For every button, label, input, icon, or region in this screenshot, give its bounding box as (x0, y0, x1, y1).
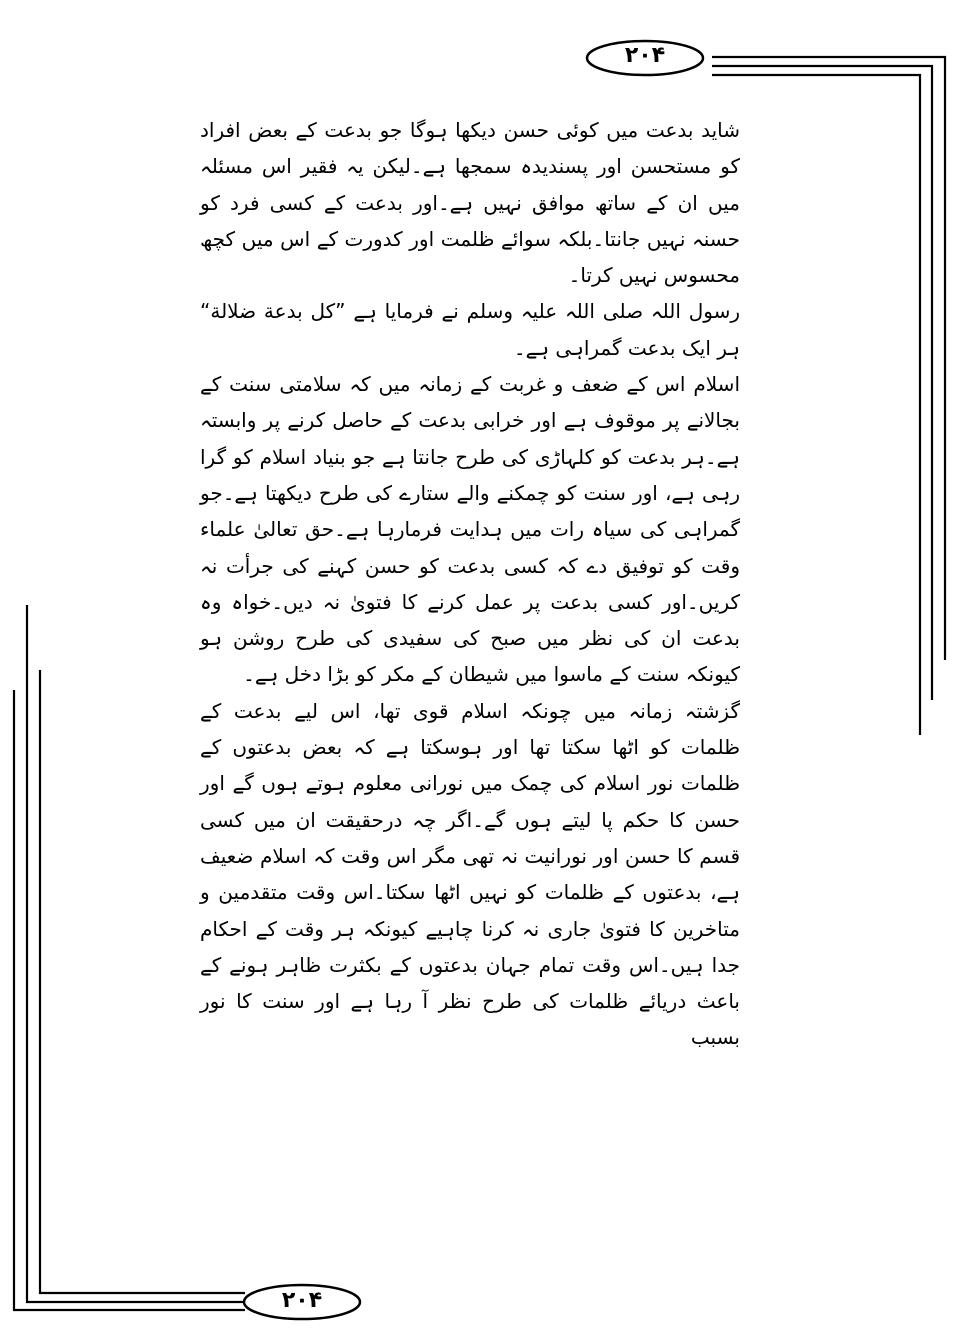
paragraph: اسلام اس کے ضعف و غربت کے زمانہ میں کہ سلامتی سنت کے بجالانے پر موقوف ہے اور خرابی بدعت کے حاصل کرنے پر وابستہ ہے۔ہر بدعت کو کلہاڑی کی طرح جانتا ہے جو بنیاد اسلام کو گرا رہی ہے، اور سنت کو چمکنے والے ستارے کی طرح دیکھتا ہے۔جو گمراہی کی سیاہ رات میں ہدایت فرمارہا ہے۔حق تعالیٰ علماء وقت کو توفیق دے کہ کسی بدعت کو حسن کہنے کی جرأت نہ کریں۔اور کسی بدعت پر عمل کرنے کا فتویٰ نہ دیں۔خواہ وہ بدعت ان کی نظر میں صبح کی سفیدی کی طرح روشن ہو کیونکہ سنت کے ماسوا میں شیطان کے مکر کو بڑا دخل ہے۔ (200, 372, 740, 687)
page-number-top: ۲۰۴ (624, 43, 666, 68)
paragraph: رسول اللہ صلی اللہ علیہ وسلم نے فرمایا ہے ”کل بدعة ضلالة“ ہر ایک بدعت گمراہی ہے۔ (200, 299, 740, 360)
main-text (200, 112, 740, 1056)
paragraph: گزشتہ زمانہ میں چونکہ اسلام قوی تھا، اس لیے بدعت کے ظلمات کو اٹھا سکتا تھا اور ہوسکتا ہے کہ بعض بدعتوں کے ظلمات نور اسلام کی چمک میں نورانی معلوم ہوتے ہوں گے اور حسن کا حکم پا لیتے ہوں گے۔اگر چہ درحقیقت ان میں کسی قسم کا حسن اور نورانیت نہ تھی مگر اس وقت کہ اسلام ضعیف ہے، بدعتوں کے ظلمات کو نہیں اٹھا سکتا۔اس وقت متقدمین و متاخرین کا فتویٰ جاری نہ کرنا چاہیے کیونکہ ہر وقت کے احکام جدا ہیں۔اس وقت تمام جہان بدعتوں کے بکثرت ظاہر ہونے کے باعث دریائے ظلمات کی طرح نظر آ رہا ہے اور سنت کا نور بسبب (200, 698, 740, 1050)
paragraph: شاید بدعت میں کوئی حسن دیکھا ہوگا جو بدعت کے بعض افراد کو مستحسن اور پسندیدہ سمجھا ہے۔لیکن یہ فقیر اس مسئلہ میں ان کے ساتھ موافق نہیں ہے۔اور بدعت کے کسی فرد کو حسنہ نہیں جانتا۔بلکہ سوائے ظلمت اور کدورت کے اس میں کچھ محسوس نہیں کرتا۔ (200, 118, 740, 288)
page-number-bottom: ۲۰۴ (281, 1288, 323, 1313)
